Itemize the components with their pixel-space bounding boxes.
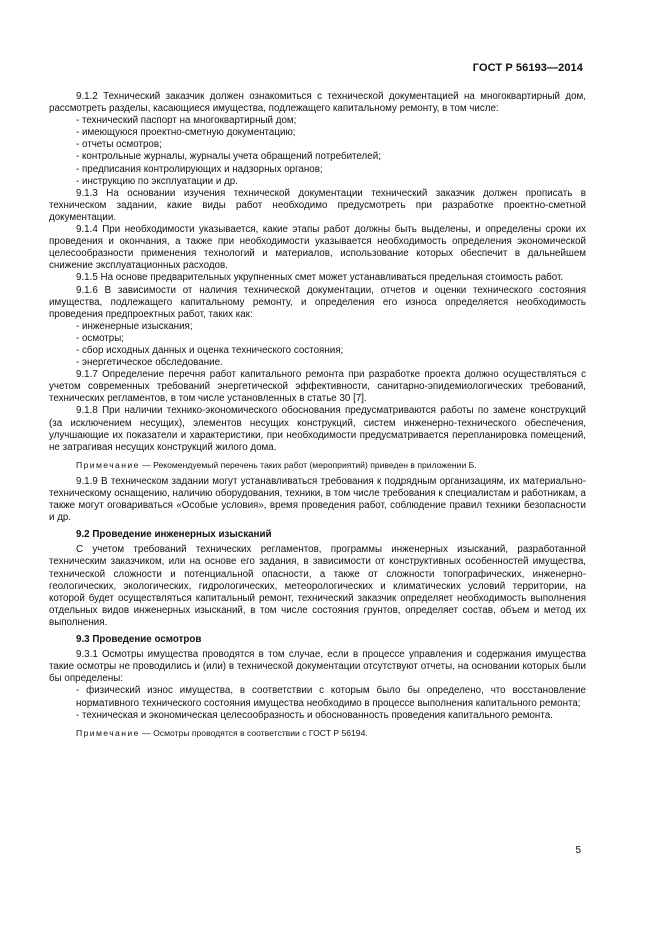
page-number: 5 [575,845,581,856]
list-item: - инструкцию по эксплуатации и др. [76,175,238,187]
list-item: - контрольные журналы, журналы учета обращений потребителей; [76,151,381,163]
clause-9-3-1: 9.3.1 Осмотры имущества проводятся в том случае, если в процессе управления и содержания имущества такие осмотры не проводились и (или) в технической документации отсутствуют отчеты, на основании которых были бы определены: [49,649,586,685]
section-heading-9-3: 9.3 Проведение осмотров [76,634,202,646]
document-body [49,91,586,744]
list-item: - осмотры; [76,332,124,344]
note-text: — Осмотры проводятся в соответствии с ГОСТ Р 56194. [139,727,368,738]
clause-9-1-8: 9.1.8 При наличии технико-экономического обоснования предусматриваются работы по замене конструкций (за исключением несущих), элементов несущих конструкций, систем инженерно-технического обеспечения, улучшающие их показатели и характеристики, при необходимости предусматривается перепланировка помещений, не затрагивая несущих конструкций жилого дома. [49,405,586,453]
clause-9-1-5: 9.1.5 На основе предварительных укрупненных смет может устанавливаться предельная стоимость работ. [76,272,564,284]
note-text: — Рекомендуемый перечень таких работ (мероприятий) приведен в приложении Б. [139,459,477,470]
list-item: - физический износ имущества, в соответствии с которым было бы определено, что восстановление нормативного технического состояния имущества необходимо в процессе выполнения капитального ремонта; [76,685,586,709]
section-heading-9-2: 9.2 Проведение инженерных изысканий [76,529,272,541]
list-item: - энергетическое обследование. [76,357,223,369]
note-label: Примечание [76,459,140,470]
clause-9-1-7: 9.1.7 Определение перечня работ капитального ремонта при разработке проекта должно осуществляться с учетом современных требований энергетической эффективности, санитарно-эпидемиологических требований, технических регламентов, в том числе установленных в статье 30 [7]. [49,369,586,405]
document-code: ГОСТ Р 56193—2014 [472,62,583,74]
clause-9-1-9: 9.1.9 В техническом задании могут устанавливаться требования к подрядным организациям, их материально-техническому оснащению, наличию оборудования, техники, в том числе требования к специалистам и работникам, а также могут оговариваться «Особые условия», время проведения работ, соблюдение правил техники безопасности и др. [49,475,586,524]
list-item: - сбор исходных данных и оценка технического состояния; [76,344,344,356]
note-2 [49,727,586,739]
clause-9-1-2: 9.1.2 Технический заказчик должен ознакомиться с технической документацией на многоквартирный дом, рассмотреть разделы, касающиеся имущества, подлежащего капитальному ремонту, в том числе: [49,91,586,115]
list-item: - имеющуюся проектно-сметную документацию; [76,127,296,139]
note-label: Примечание [76,727,140,738]
list-item: - отчеты осмотров; [76,139,162,151]
list-item: - предписания контролирующих и надзорных органов; [76,163,323,175]
clause-9-1-6: 9.1.6 В зависимости от наличия технической документации, отчетов и оценки технического состояния имущества, подлежащего капитальному ремонту, и определения его износа определяется необходимость проведения предпроектных работ, таких как: [49,284,586,320]
note-1 [49,459,586,471]
list-item: - инженерные изыскания; [76,320,193,332]
clause-9-1-4: 9.1.4 При необходимости указывается, какие этапы работ должны быть выделены, и определены сроки их проведения и окончания, а также при необходимости указывается необходимость определения экономической целесообразности применения технологий и материалов, использование которых обеспечит в дальнейшем снижение эксплуатационных расходов. [49,224,586,272]
clause-9-2: С учетом требований технических регламентов, программы инженерных изысканий, разработанной техническим заказчиком, или на основе его задания, в зависимости от конструктивных особенностей имущества, технической сложности и потенциальной опасности, а также от сложности топографических, инженерно-геологических, экологических, гидрологических, метеорологических и климатических условий территории, на которой будет осуществляться капитальный ремонт, технический заказчик определяет необходимость выполнения отдельных видов инженерных изысканий, в том числе состояния грунтов, определяет состав, объем и метод их выполнения. [49,544,586,628]
list-item: - техническая и экономическая целесообразность и обоснованность проведения капитального ремонта. [76,709,553,721]
list-item: - технический паспорт на многоквартирный дом; [76,115,297,127]
clause-9-1-3: 9.1.3 На основании изучения технической документации технический заказчик должен прописать в техническом задании, какие виды работ необходимо предусмотреть при разработке проектно-сметной документации. [49,187,586,223]
